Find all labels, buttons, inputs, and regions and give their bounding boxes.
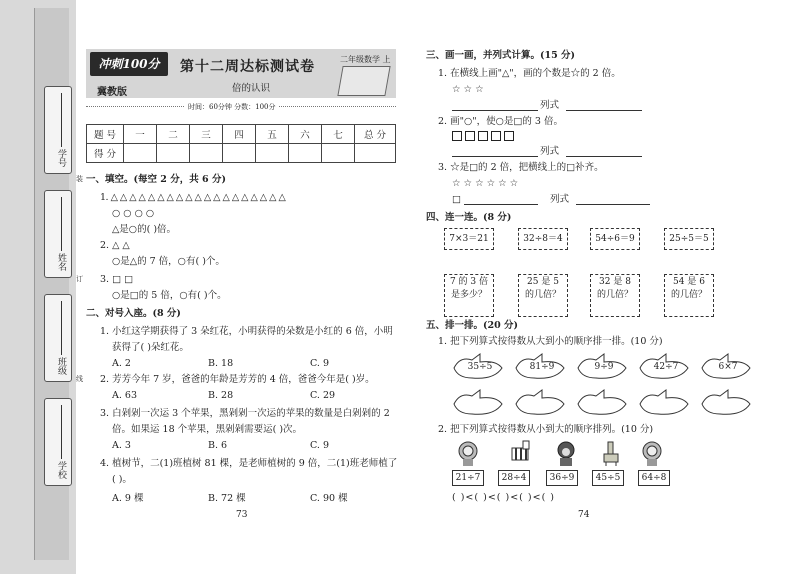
bird-card [574, 352, 630, 382]
formula-label: 列式 [550, 194, 570, 205]
section5-heading: 五、排一排。(20 分) [426, 320, 519, 331]
option-c[interactable]: C. 29 [310, 390, 336, 401]
bird-card [636, 352, 692, 382]
option-a[interactable]: A. 9 棵 [112, 493, 144, 504]
expr-box: 28÷4 [498, 470, 530, 486]
score-input-cell[interactable] [157, 144, 190, 163]
option-b[interactable]: B. 18 [208, 358, 234, 369]
formula-label: 列式 [540, 146, 560, 157]
q3-shapes: 3. □ □ [100, 274, 134, 285]
section1-heading: 一、填空。(每空 2 分，共 6 分) [86, 174, 226, 185]
card-line: 的几倍？ [596, 290, 633, 300]
match-card-bottom[interactable] [664, 274, 714, 317]
time-info: 时间：60分钟 分数：100分 [185, 102, 279, 112]
card-line: 25 是 5 [527, 277, 559, 287]
q1-triangles: 1. △ △ △ △ △ △ △ △ △ △ △ △ △ △ △ △ △ △ △ [100, 192, 286, 203]
student-id-box [44, 86, 72, 174]
card-line: 是多少？ [450, 290, 487, 300]
option-a[interactable]: A. 3 [112, 440, 131, 451]
bird-card [450, 352, 506, 382]
formula-line[interactable] [566, 156, 642, 157]
s3-q2-boxes [452, 130, 517, 141]
option-b[interactable]: B. 72 棵 [208, 493, 246, 504]
binding-sidebar [0, 0, 83, 574]
card-line: 7 的 3 倍 [449, 277, 489, 287]
bird-expr: 81÷9 [529, 362, 555, 372]
write-line [61, 301, 62, 355]
dog-icon [554, 440, 578, 466]
table-row [87, 144, 396, 163]
bird-icon [636, 388, 692, 418]
card-line: 的几倍？ [524, 290, 561, 300]
option-c[interactable]: C. 9 [310, 358, 330, 369]
option-a[interactable]: A. 63 [112, 390, 137, 401]
q2-text[interactable]: 2. 芳芳今年 7 岁，爸爸的年龄是芳芳的 4 倍，爸爸今年是( )岁。 [100, 374, 375, 385]
s5-q2: 2. 把下列算式按得数从小到大的顺序排列。(10 分) [438, 424, 654, 435]
bird-expr: 6×7 [718, 362, 738, 372]
s3-q3-box: □ [452, 194, 461, 205]
table-cell: 得 分 [87, 144, 124, 163]
table-cell: 三 [190, 125, 223, 144]
table-cell: 七 [322, 125, 355, 144]
s5-q1: 1. 把下列算式按得数从大到小的顺序排一排。(10 分) [438, 336, 663, 347]
q1-text[interactable]: △是○的( )倍。 [112, 224, 177, 235]
bird-card [698, 352, 754, 382]
bird-expr: 9÷9 [594, 362, 614, 372]
q2-text[interactable]: ○是△的 7 倍，○有( )个。 [112, 256, 225, 267]
q3-text[interactable]: ○是□的 5 倍，○有( )个。 [112, 290, 227, 301]
s3-q2: 2. 画"○"，使○是□的 3 倍。 [438, 116, 563, 127]
q4-line1: 4. 植树节，二(1)班植树 81 棵，是老师植树的 9 倍，二(1)班老师植了 [100, 458, 398, 469]
edition-label: 冀教版 [97, 87, 127, 98]
write-line [61, 405, 62, 459]
q3-line1: 3. 白剁剁一次运 3 个苹果，黑剁剁一次运的苹果的数量是白剁剁的 2 [100, 408, 390, 419]
score-input-cell[interactable] [124, 144, 157, 163]
answer-bird[interactable] [698, 388, 754, 418]
score-input-cell[interactable] [355, 144, 396, 163]
class-label: 班级 [56, 357, 66, 375]
order-answer-line[interactable]: ( )<( )<( )<( )<( ) [452, 492, 556, 503]
s3-q3: 3. ☆是□的 2 倍，把横线上的□补齐。 [438, 162, 604, 173]
table-cell: 六 [289, 125, 322, 144]
bird-expr: 35÷5 [467, 362, 493, 372]
bird-icon [450, 388, 506, 418]
student-id-label: 学号 [56, 149, 66, 167]
section4-heading: 四、连一连。(8 分) [426, 212, 512, 223]
lion-icon [640, 440, 664, 466]
binding-mark: 装 [76, 175, 83, 183]
school-label: 学校 [56, 461, 66, 479]
answer-bird[interactable] [574, 388, 630, 418]
bird-icon [512, 388, 568, 418]
school-box [44, 398, 72, 486]
table-cell: 五 [256, 125, 289, 144]
card-line: 的几倍？ [670, 290, 707, 300]
drawing-line[interactable] [452, 110, 538, 111]
table-cell: 一 [124, 125, 157, 144]
binding-mark: 订 [76, 275, 83, 283]
match-card-top[interactable]: 25÷5＝5 [664, 228, 714, 250]
write-line [61, 197, 62, 251]
q4-line2[interactable]: ( )。 [112, 474, 132, 485]
score-input-cell[interactable] [256, 144, 289, 163]
q1-line1: 1. 小红这学期获得了 3 朵红花，小明获得的朵数是小红的 6 倍，小明 [100, 326, 393, 337]
option-c[interactable]: C. 9 [310, 440, 330, 451]
binding-mark: 线 [76, 375, 83, 383]
s3-q3-stars: ☆ ☆ ☆ ☆ ☆ ☆ [452, 178, 519, 189]
answer-bird[interactable] [636, 388, 692, 418]
match-card-top[interactable]: 54÷6＝9 [590, 228, 640, 250]
expr-box: 45÷5 [592, 470, 624, 486]
answer-bird[interactable] [450, 388, 506, 418]
book-illustration-icon [337, 66, 390, 96]
option-c[interactable]: C. 90 棵 [310, 493, 348, 504]
option-b[interactable]: B. 28 [208, 390, 234, 401]
bird-icon [698, 388, 754, 418]
grade-label: 二年级数学 上 [340, 55, 391, 64]
table-cell: 总 分 [355, 125, 396, 144]
formula-line[interactable] [566, 110, 642, 111]
score-input-cell[interactable] [223, 144, 256, 163]
class-box [44, 294, 72, 382]
write-line [61, 93, 62, 147]
match-card-bottom[interactable] [444, 274, 494, 317]
table-row [87, 125, 396, 144]
q3-line2[interactable]: 倍。如果运 18 个苹果，黑剁剁需要运( )次。 [112, 424, 303, 435]
q2-shapes: 2. △ △ [100, 240, 130, 251]
section3-heading: 三、画一画，并列式计算。(15 分) [426, 50, 576, 61]
formula-line[interactable] [576, 204, 650, 205]
table-cell: 题 号 [87, 125, 124, 144]
unit-subtitle: 倍的认识 [232, 83, 271, 94]
bird-icon [574, 388, 630, 418]
brand-logo: 冲刺100分 [90, 52, 168, 76]
drawing-line[interactable] [452, 156, 538, 157]
table-cell: 二 [157, 125, 190, 144]
q1-circles: ○ ○ ○ ○ [112, 208, 155, 219]
option-a[interactable]: A. 2 [112, 358, 131, 369]
expr-box: 36÷9 [546, 470, 578, 486]
section2-heading: 二、对号入座。(8 分) [86, 308, 181, 319]
score-input-cell[interactable] [190, 144, 223, 163]
match-card-bottom[interactable] [590, 274, 640, 317]
score-input-cell[interactable] [322, 144, 355, 163]
s3-q1-stars: ☆ ☆ ☆ [452, 84, 484, 95]
answer-bird[interactable] [512, 388, 568, 418]
name-label: 姓名 [56, 253, 66, 271]
card-line: 54 是 6 [673, 277, 705, 287]
score-input-cell[interactable] [289, 144, 322, 163]
bird-expr: 42÷7 [653, 362, 679, 372]
score-table [86, 124, 396, 163]
zebra-icon [508, 440, 532, 466]
s3-q1: 1. 在横线上画"△"，画的个数是☆的 2 倍。 [438, 68, 621, 79]
drawing-line[interactable] [464, 204, 538, 205]
option-b[interactable]: B. 6 [208, 440, 228, 451]
match-card-top[interactable]: 32÷8＝4 [518, 228, 568, 250]
page-number-right: 74 [578, 510, 590, 520]
formula-label: 列式 [540, 100, 560, 111]
lion-icon [456, 440, 480, 466]
card-line: 32 是 8 [599, 277, 631, 287]
q1-line2[interactable]: 获得了( )朵红花。 [112, 342, 189, 353]
giraffe-icon [598, 440, 622, 466]
page-title: 第十二周达标测试卷 [180, 59, 315, 75]
match-card-top[interactable]: 7×3＝21 [444, 228, 494, 250]
expr-box: 64÷8 [638, 470, 670, 486]
match-card-bottom[interactable] [518, 274, 568, 317]
name-box [44, 190, 72, 278]
page-number-left: 73 [236, 510, 248, 520]
bird-card [512, 352, 568, 382]
expr-box: 21÷7 [452, 470, 484, 486]
table-cell: 四 [223, 125, 256, 144]
